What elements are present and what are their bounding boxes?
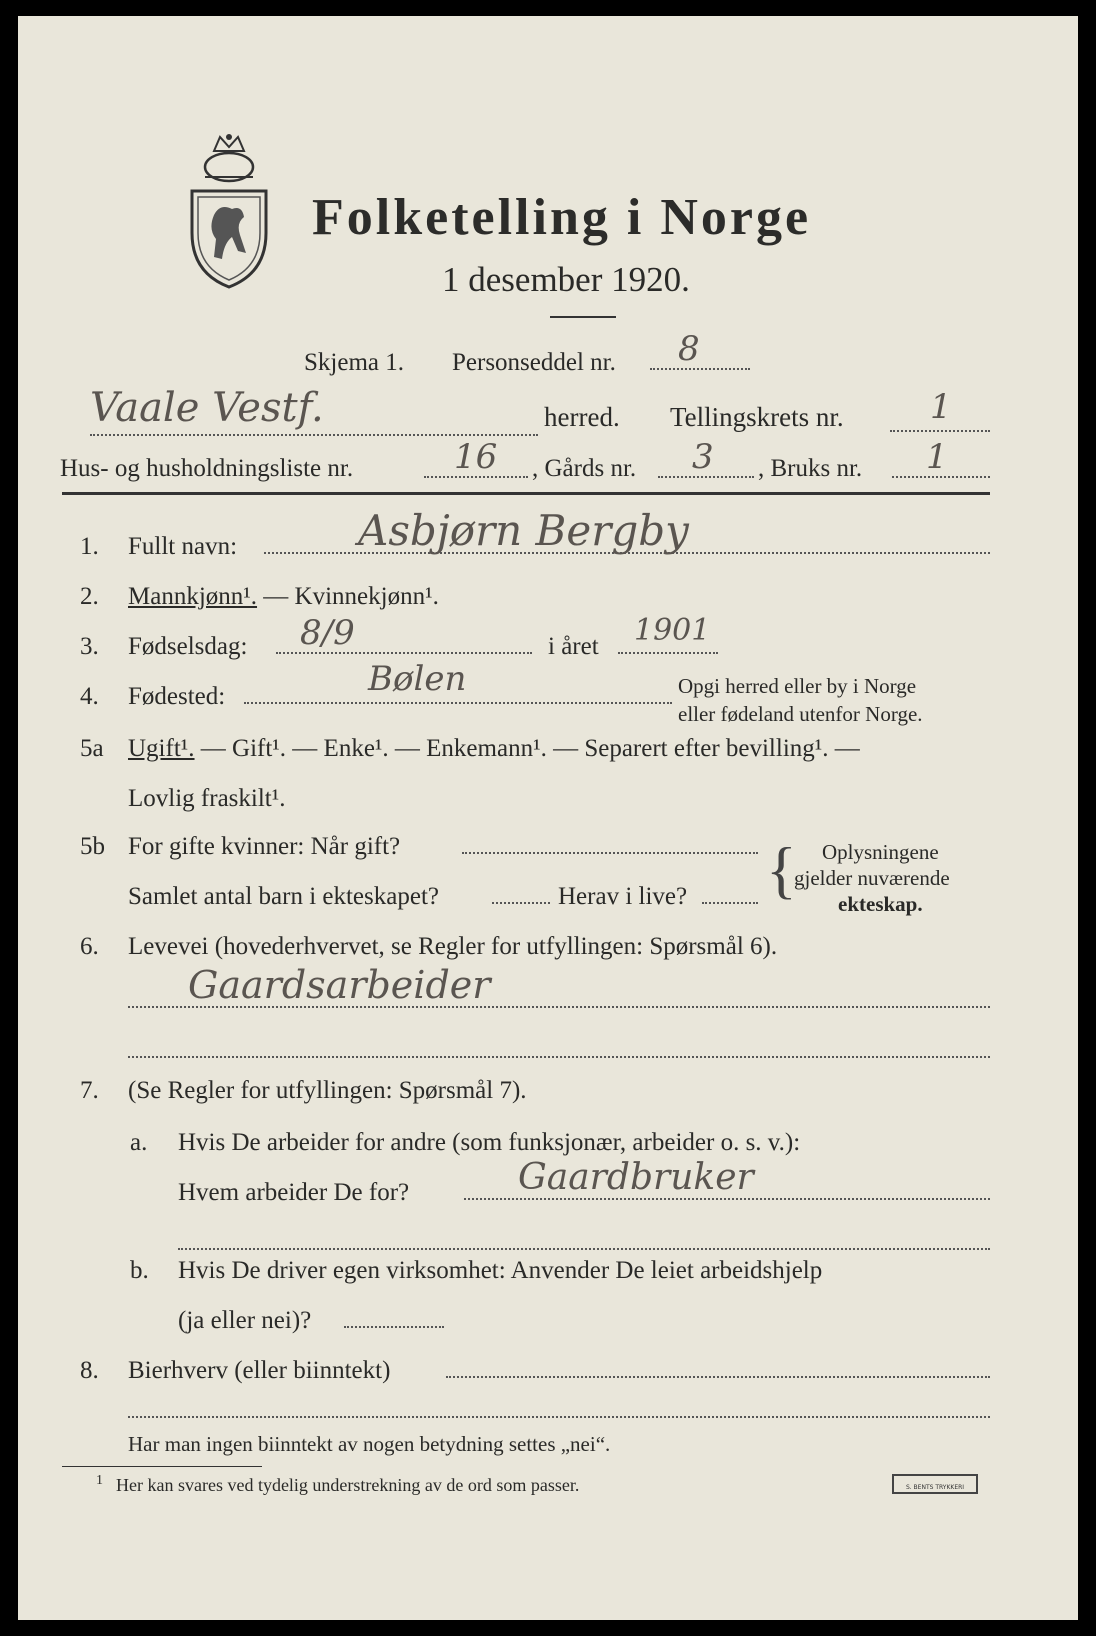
bruks-label: , Bruks nr.: [758, 455, 863, 482]
personseddel-line: [650, 368, 750, 370]
q5b-note-line2: gjelder nuværende: [794, 866, 950, 890]
bruks-value: 1: [926, 437, 948, 477]
census-form-sheet: [18, 16, 1078, 1620]
q6-number: 6.: [80, 933, 99, 960]
q5a-options: [128, 736, 860, 761]
q2-female-label: Kvinnekjønn¹.: [294, 583, 439, 610]
q5b-when-married: For gifte kvinner: Når gift?: [128, 833, 401, 860]
q5b-children-line: [492, 902, 550, 904]
q7-number: 7.: [80, 1077, 99, 1104]
q8-line2: [128, 1416, 990, 1418]
q7a-letter: a.: [130, 1129, 148, 1156]
q7-label: (Se Regler for utfyllingen: Spørsmål 7).: [128, 1077, 527, 1104]
q7a-line2: [178, 1248, 990, 1250]
q2-male-label: Mannkjønn¹.: [128, 583, 258, 610]
q6-line2: [128, 1056, 990, 1058]
q3-label: Fødselsdag:: [128, 633, 248, 660]
q6-label: Levevei (hovederhvervet, se Regler for utfyllingen: Spørsmål 6).: [128, 933, 778, 960]
q5b-note-line3: ekteskap.: [838, 892, 923, 916]
q1-value: Asbjørn Bergby: [358, 506, 689, 555]
footnote-text: Her kan svares ved tydelig understrekning av de ord som passer.: [116, 1475, 580, 1495]
personseddel-label: Personseddel nr.: [452, 349, 616, 376]
q5b-alive-line: [702, 902, 758, 904]
q4-note-line2: eller fødeland utenfor Norge.: [678, 702, 923, 726]
q5b-note-line1: Oplysningene: [822, 840, 939, 864]
personseddel-value: 8: [678, 329, 700, 369]
husholdning-label: Hus- og husholdningsliste nr.: [60, 455, 354, 482]
q8-line1: [446, 1376, 990, 1378]
q4-label: Fødested:: [128, 683, 226, 710]
schema-label: Skjema 1.: [304, 349, 404, 376]
q5b-children-total: Samlet antal barn i ekteskapet?: [128, 883, 439, 910]
norwegian-coat-of-arms-icon: [184, 133, 274, 291]
herred-line: [90, 434, 538, 436]
q8-label: Bierhverv (eller biinntekt): [128, 1357, 391, 1384]
footer-note: Har man ingen biinntekt av nogen betydning settes „nei“.: [128, 1432, 611, 1456]
q1-number: 1.: [80, 533, 99, 560]
q1-label: Fullt navn:: [128, 533, 238, 560]
q4-line: [244, 702, 672, 704]
q4-note-line1: Opgi herred eller by i Norge: [678, 674, 917, 698]
q2-male-option: [128, 584, 439, 609]
title-divider: [550, 316, 616, 318]
q7b-letter: b.: [130, 1257, 149, 1284]
q6-line1: [128, 1006, 990, 1008]
q5b-when-line: [462, 852, 758, 854]
gards-value: 3: [692, 437, 714, 477]
q7a-value: Gaardbruker: [518, 1157, 754, 1198]
q3-number: 3.: [80, 633, 99, 660]
q5b-children-alive: Herav i live?: [558, 883, 688, 910]
herred-value: Vaale Vestf.: [90, 385, 324, 431]
footnote-rule: [62, 1466, 262, 1467]
q8-number: 8.: [80, 1357, 99, 1384]
herred-label: herred.: [544, 402, 620, 432]
q5a-number: 5a: [80, 735, 104, 762]
q7b-label1: Hvis De driver egen virksomhet: Anvender De leiet arbeidshjelp: [178, 1257, 823, 1284]
q7a-label2: Hvem arbeider De for?: [178, 1179, 410, 1206]
q4-number: 4.: [80, 683, 99, 710]
q5a-line2: Lovlig fraskilt¹.: [128, 785, 286, 812]
q7b-line: [344, 1326, 444, 1328]
husholdning-value: 16: [454, 437, 498, 477]
header-separator: [62, 492, 990, 495]
q5a-other-options: — Gift¹. — Enke¹. — Enkemann¹. — Separert efter bevilling¹. —: [194, 735, 860, 762]
tellingskrets-label: Tellingskrets nr.: [670, 402, 844, 432]
q3-year-label: i året: [548, 633, 599, 660]
q3-year-value: 1901: [634, 613, 711, 648]
q2-separator: —: [257, 583, 295, 610]
gards-label: , Gårds nr.: [532, 455, 637, 482]
q7a-line1: [464, 1198, 990, 1200]
q5b-number: 5b: [80, 833, 105, 860]
q3-value: 8/9: [300, 613, 355, 653]
tellingskrets-line: [890, 430, 990, 432]
form-title: Folketelling i Norge: [312, 189, 812, 246]
q3-year-line: [618, 652, 718, 654]
form-date: 1 desember 1920.: [442, 260, 690, 299]
footnote-mark: 1: [96, 1473, 103, 1488]
q5b-brace: {: [766, 834, 797, 905]
q7a-label1: Hvis De arbeider for andre (som funksjonær, arbeider o. s. v.):: [178, 1129, 801, 1156]
q6-value: Gaardsarbeider: [188, 963, 491, 1007]
q5a-ugift-label: Ugift¹.: [128, 735, 195, 762]
q7b-label2: (ja eller nei)?: [178, 1307, 312, 1334]
q4-value: Bølen: [368, 659, 467, 699]
q2-number: 2.: [80, 583, 99, 610]
printer-stamp: [892, 1474, 978, 1494]
tellingskrets-value: 1: [930, 387, 952, 427]
printer-stamp-text: S. BENTS TRYKKERI: [905, 1484, 965, 1491]
